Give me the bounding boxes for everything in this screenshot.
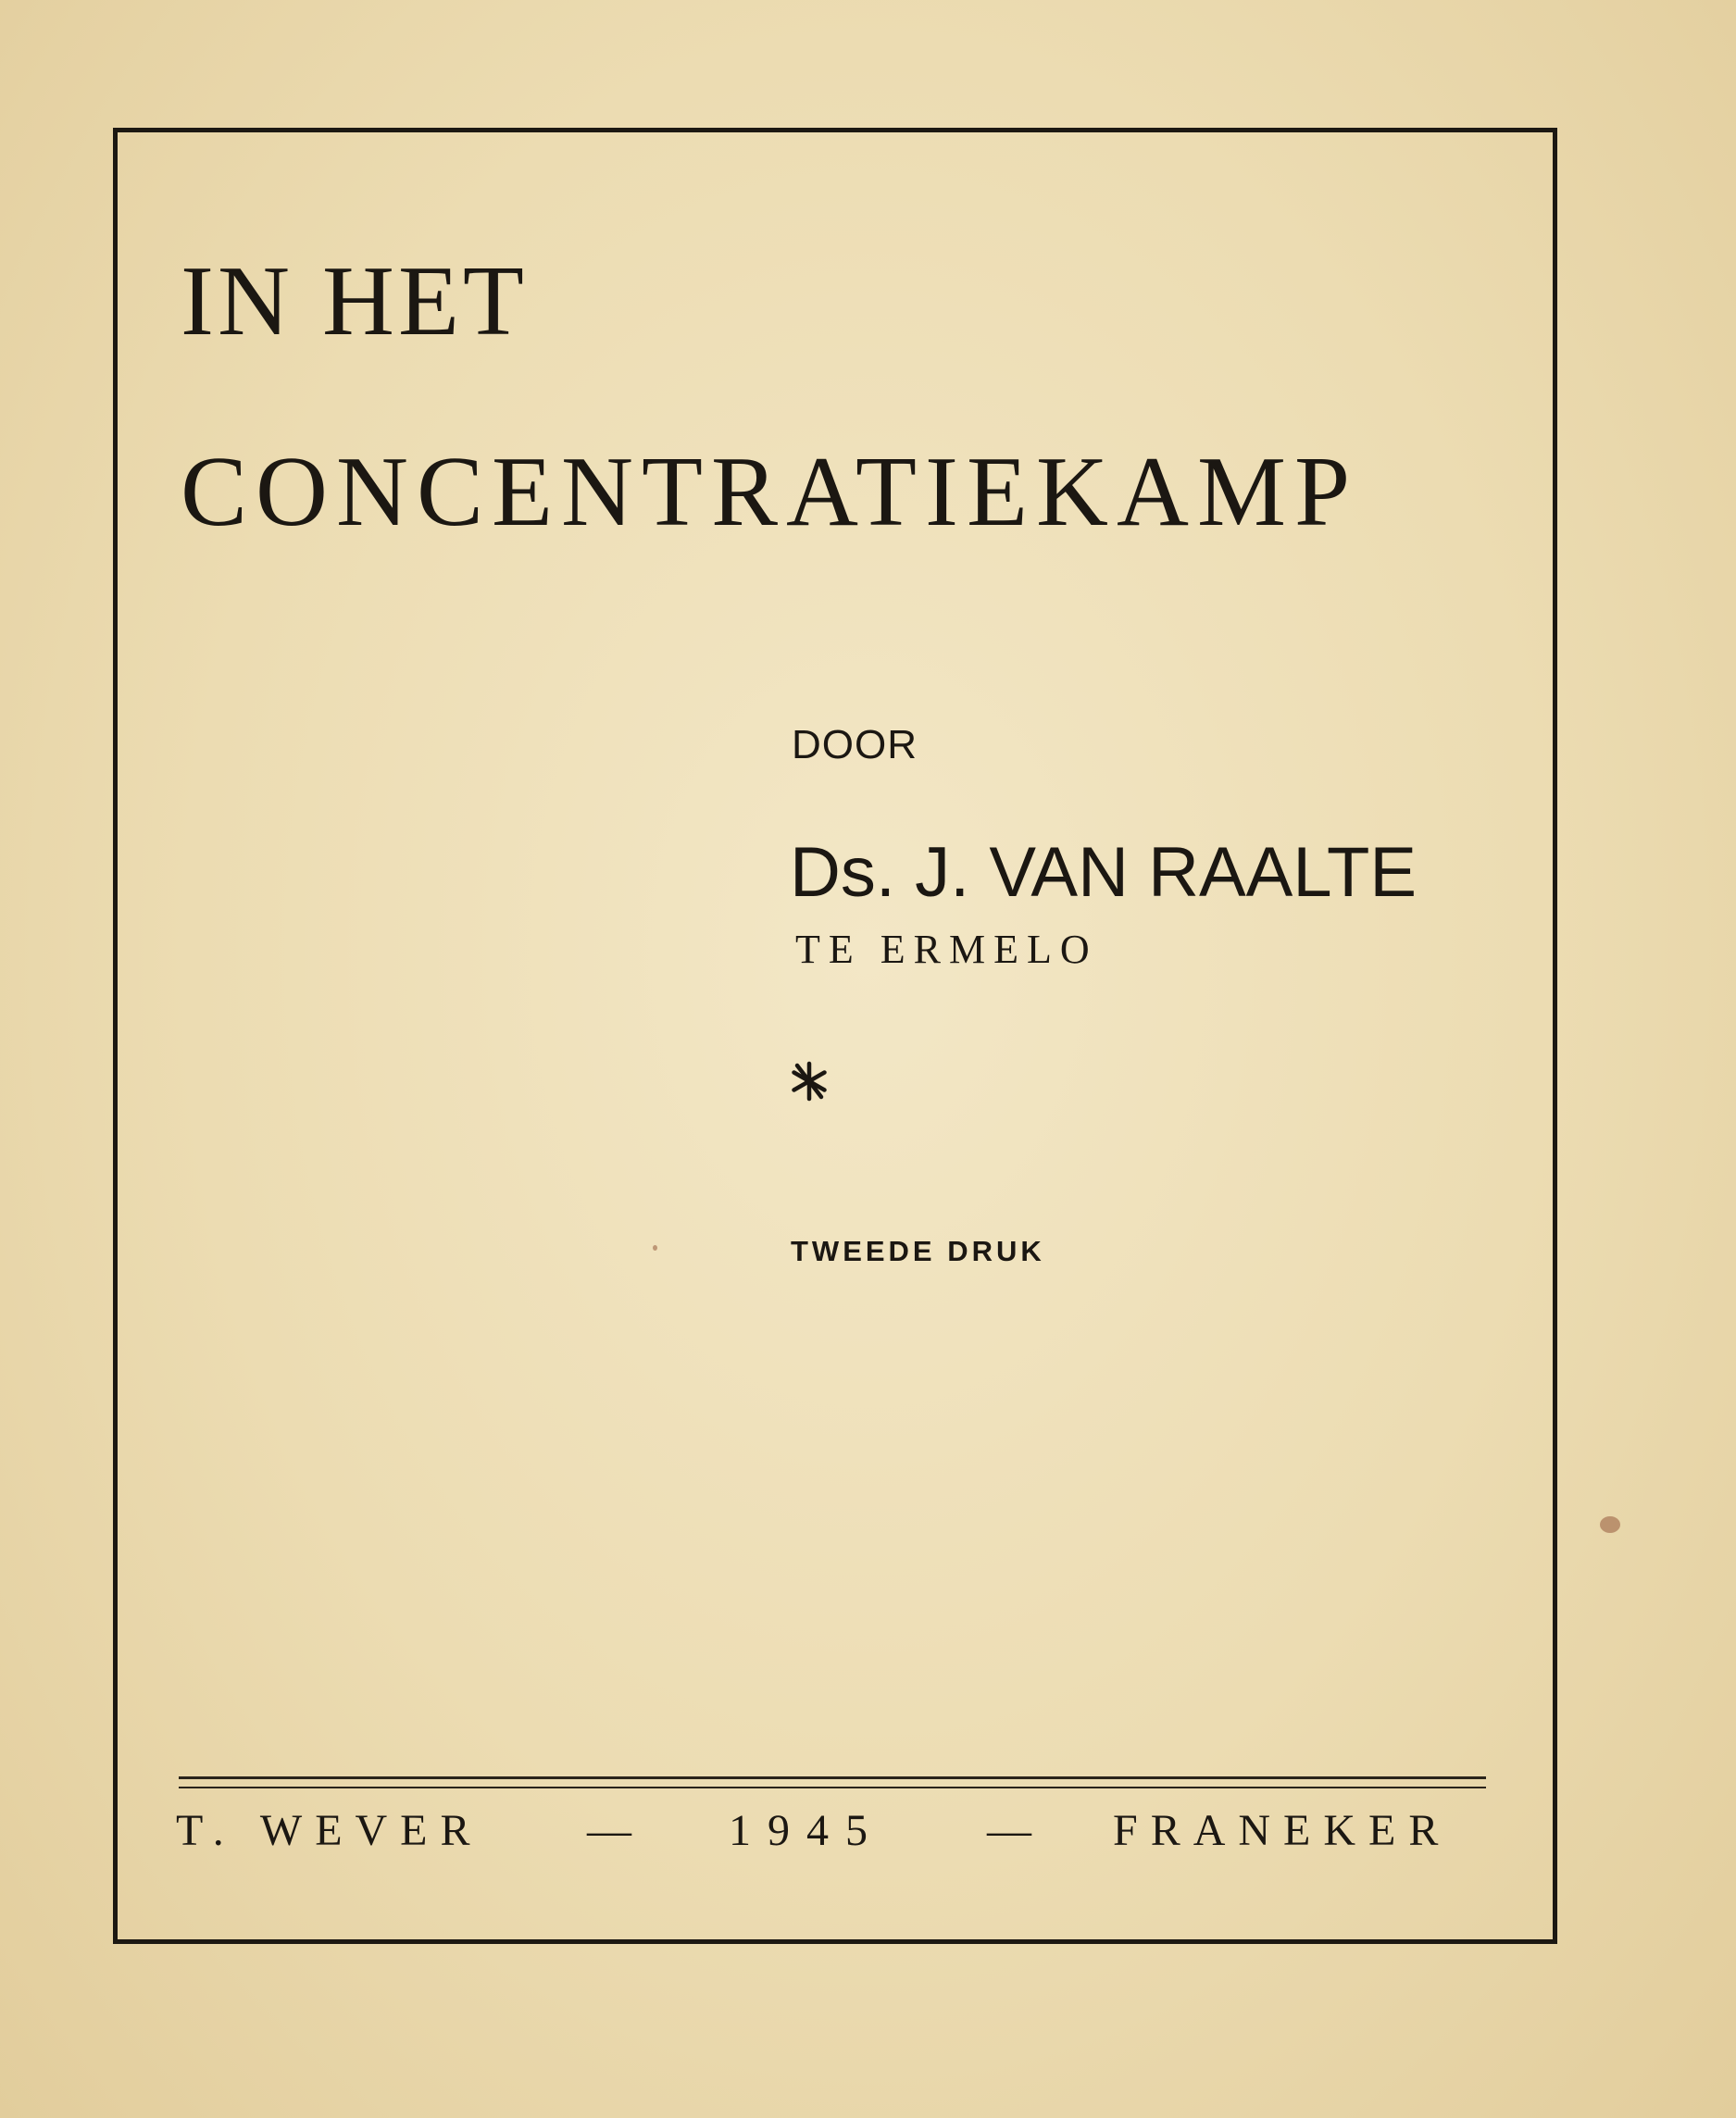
publisher-name: T. WEVER — [176, 1806, 483, 1855]
imprint-rule-top — [179, 1776, 1486, 1779]
imprint-rule-bottom — [179, 1787, 1486, 1788]
byline-prefix: DOOR — [792, 722, 918, 767]
paper-stain — [1600, 1516, 1620, 1533]
asterisk-ornament-icon — [789, 1061, 830, 1102]
imprint-separator: — — [987, 1806, 1031, 1855]
imprint-separator: — — [587, 1806, 631, 1855]
publication-city: FRANEKER — [1113, 1806, 1452, 1855]
edition-label: TWEEDE DRUK — [791, 1235, 1045, 1267]
paper-speck — [653, 1245, 657, 1251]
publication-year: 1945 — [729, 1806, 884, 1855]
author-location: TE ERMELO — [795, 927, 1098, 972]
title-line-1: IN HET — [181, 246, 528, 356]
author-name: Ds. J. VAN RAALTE — [790, 833, 1418, 912]
title-line-2: CONCENTRATIEKAMP — [181, 437, 1359, 547]
page-border-frame — [113, 128, 1557, 1944]
